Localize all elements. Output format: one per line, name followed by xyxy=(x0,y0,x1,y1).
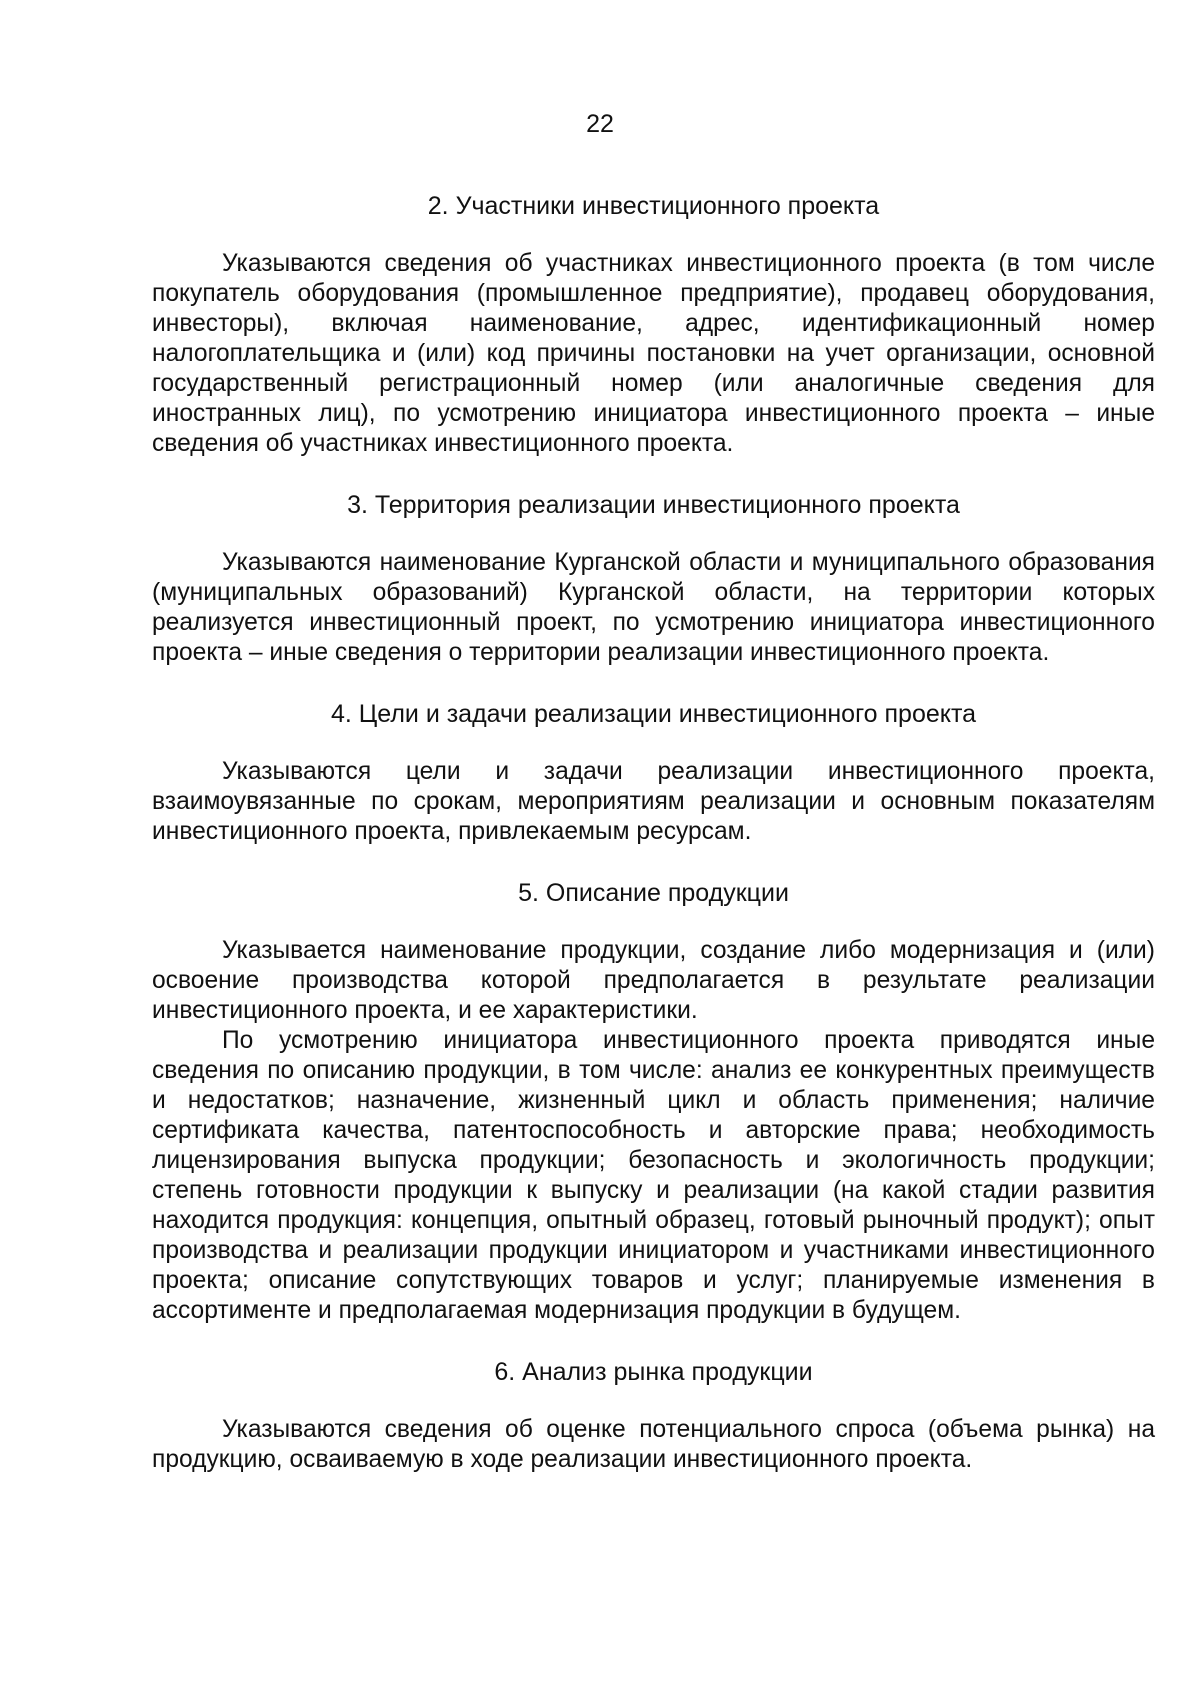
section-title: 4. Цели и задачи реализации инвестиционного проекта xyxy=(330,700,977,728)
paragraph: Указывается наименование продукции, создание либо модернизация и (или) освоение производства которой предполагается в результате реализации инвестиционного проекта, и ее характеристики. xyxy=(152,937,1155,1024)
paragraph: Указываются наименование Курганской области и муниципального образования (муниципальных образований) Курганской области, на территории которых реализуется инвестиционный проект, по усмотрению инициатора инвестиционного проекта – иные сведения о территории реализации инвестиционного проекта. xyxy=(152,549,1155,666)
section-title: 6. Анализ рынка продукции xyxy=(494,1358,813,1386)
paragraph: Указываются цели и задачи реализации инвестиционного проекта, взаимоувязанные по срокам, мероприятиям реализации и основным показателям инвестиционного проекта, привлекаемым ресурсам. xyxy=(152,758,1155,845)
paragraph: По усмотрению инициатора инвестиционного проекта приводятся иные сведения по описанию продукции, в том числе: анализ ее конкурентных преимуществ и недостатков; назначение, жизненный цикл и область применения; наличие сертификата качества, патентоспособность и авторские права; необходимость лицензирования выпуска продукции; безопасность и экологичность продукции; степень готовности продукции к выпуску и реализации (на какой стадии развития находится продукция: концепция, опытный образец, готовый рыночный продукт); опыт производства и реализации продукции инициатором и участниками инвестиционного проекта; описание сопутствующих товаров и услуг; планируемые изменения в ассортименте и предполагаемая модернизация продукции в будущем. xyxy=(152,1027,1155,1324)
page-number: 22 xyxy=(586,110,614,138)
section-goals xyxy=(152,699,1155,847)
section-participants xyxy=(152,191,1155,459)
section-title: 2. Участники инвестиционного проекта xyxy=(427,192,880,220)
section-title: 3. Территория реализации инвестиционного проекта xyxy=(347,491,960,519)
paragraph: Указываются сведения об оценке потенциального спроса (объема рынка) на продукцию, осваиваемую в ходе реализации инвестиционного проекта. xyxy=(152,1416,1155,1473)
section-territory xyxy=(152,490,1155,668)
document-body xyxy=(152,191,1155,1506)
section-title: 5. Описание продукции xyxy=(518,879,789,907)
section-product-description xyxy=(152,878,1155,1326)
paragraph: Указываются сведения об участниках инвестиционного проекта (в том числе покупатель оборудования (промышленное предприятие), продавец оборудования, инвесторы), включая наименование, адрес, идентификационный номер налогоплательщика и (или) код причины постановки на учет организации, основной государственный регистрационный номер (или аналогичные сведения для иностранных лиц), по усмотрению инициатора инвестиционного проекта – иные сведения об участниках инвестиционного проекта. xyxy=(152,250,1155,457)
section-market-analysis xyxy=(152,1357,1155,1475)
